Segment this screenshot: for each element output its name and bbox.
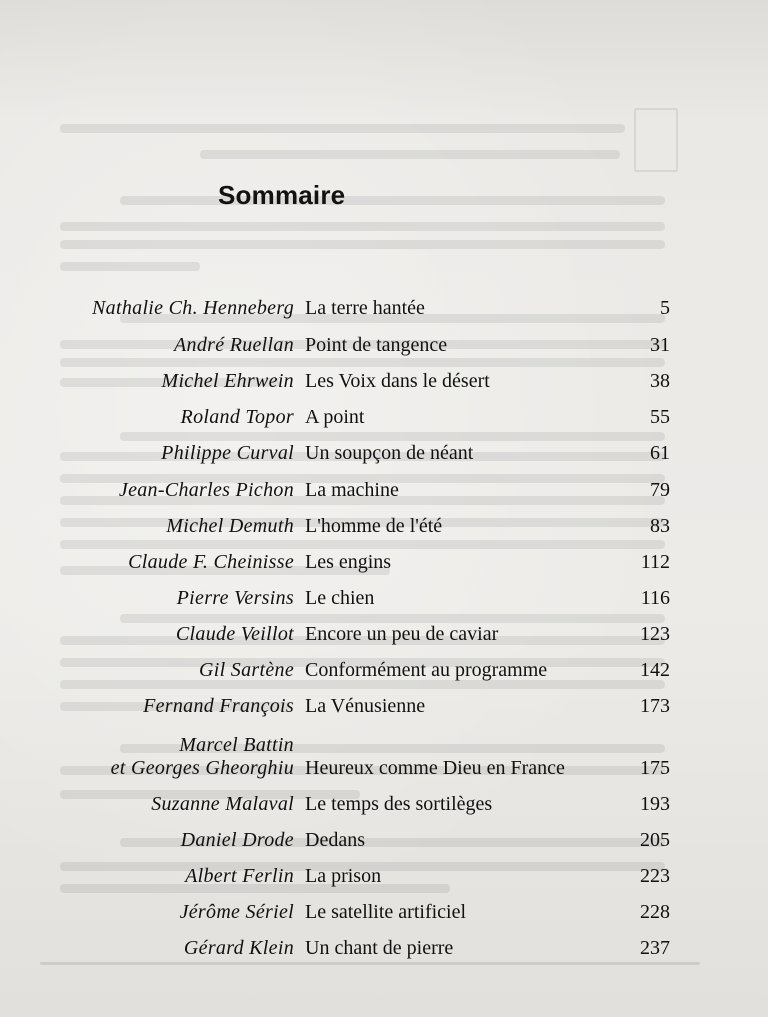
entry-author: André Ruellan: [174, 334, 294, 356]
entry-story-title: Les Voix dans le désert: [305, 370, 490, 392]
entry-story-title: Un chant de pierre: [305, 937, 454, 959]
entry-story-title: Point de tangence: [305, 334, 448, 356]
entry-page-number: 38: [650, 370, 670, 392]
entry-author: Roland Topor: [180, 406, 294, 428]
entry-page-number: 173: [640, 695, 670, 717]
entry-story-title: Un soupçon de néant: [305, 442, 474, 464]
entry-author: Claude F. Cheinisse: [128, 551, 294, 573]
entry-story-title: La prison: [305, 865, 382, 887]
entry-author: Gérard Klein: [183, 937, 294, 959]
entry-author: Pierre Versins: [176, 587, 294, 609]
entry-author: Albert Ferlin: [185, 865, 294, 887]
entry-page-number: 112: [640, 551, 670, 573]
entry-author: Jean-Charles Pichon: [118, 479, 294, 501]
entry-page-number: 223: [640, 865, 670, 887]
entry-page-number: 237: [640, 937, 670, 959]
entry-page-number: 61: [650, 442, 670, 464]
entry-story-title: Heureux comme Dieu en France: [305, 757, 565, 779]
entry-page-number: 5: [660, 297, 670, 319]
entry-page-number: 123: [640, 623, 670, 645]
bleed-bottom-line: [40, 962, 700, 965]
entry-story-title: Encore un peu de caviar: [305, 623, 499, 645]
entry-story-title: L'homme de l'été: [305, 515, 443, 537]
entry-story-title: La Vénusienne: [305, 695, 426, 717]
entry-page-number: 142: [640, 659, 670, 681]
entry-author: Michel Ehrwein: [161, 370, 294, 392]
entry-author: et Georges Gheorghiu: [110, 757, 294, 779]
entry-story-title: Conformément au programme: [305, 659, 548, 681]
entry-author: Nathalie Ch. Henneberg: [92, 297, 294, 319]
entry-story-title: La machine: [305, 479, 399, 501]
entry-author: Daniel Drode: [180, 829, 294, 851]
entry-story-title: Le satellite artificiel: [305, 901, 467, 923]
entry-story-title: Le temps des sortilèges: [305, 793, 493, 815]
entry-author: Gil Sartène: [199, 659, 294, 681]
entry-page-number: 79: [650, 479, 670, 501]
entry-page-number: 228: [640, 901, 670, 923]
entry-author: Fernand François: [143, 695, 294, 717]
entry-page-number: 193: [640, 793, 670, 815]
entry-author: Jérôme Sériel: [179, 901, 294, 923]
entry-author-line-1: Marcel Battin: [179, 734, 294, 756]
entry-page-number: 55: [650, 406, 670, 428]
entry-page-number: 205: [640, 829, 670, 851]
entry-author: Philippe Curval: [161, 442, 294, 464]
entry-story-title: Les engins: [305, 551, 392, 573]
entry-page-number: 116: [640, 587, 670, 609]
entry-story-title: A point: [305, 406, 365, 428]
entry-page-number: 175: [640, 757, 670, 779]
entry-story-title: La terre hantée: [305, 297, 425, 319]
entry-author: Claude Veillot: [175, 623, 294, 645]
entry-story-title: Dedans: [305, 829, 365, 851]
entry-story-title: Le chien: [305, 587, 375, 609]
page-title: Sommaire: [218, 180, 346, 210]
entry-author: Michel Demuth: [166, 515, 294, 537]
entry-page-number: 83: [650, 515, 670, 537]
entry-author: Suzanne Malaval: [151, 793, 294, 815]
entry-page-number: 31: [650, 334, 670, 356]
